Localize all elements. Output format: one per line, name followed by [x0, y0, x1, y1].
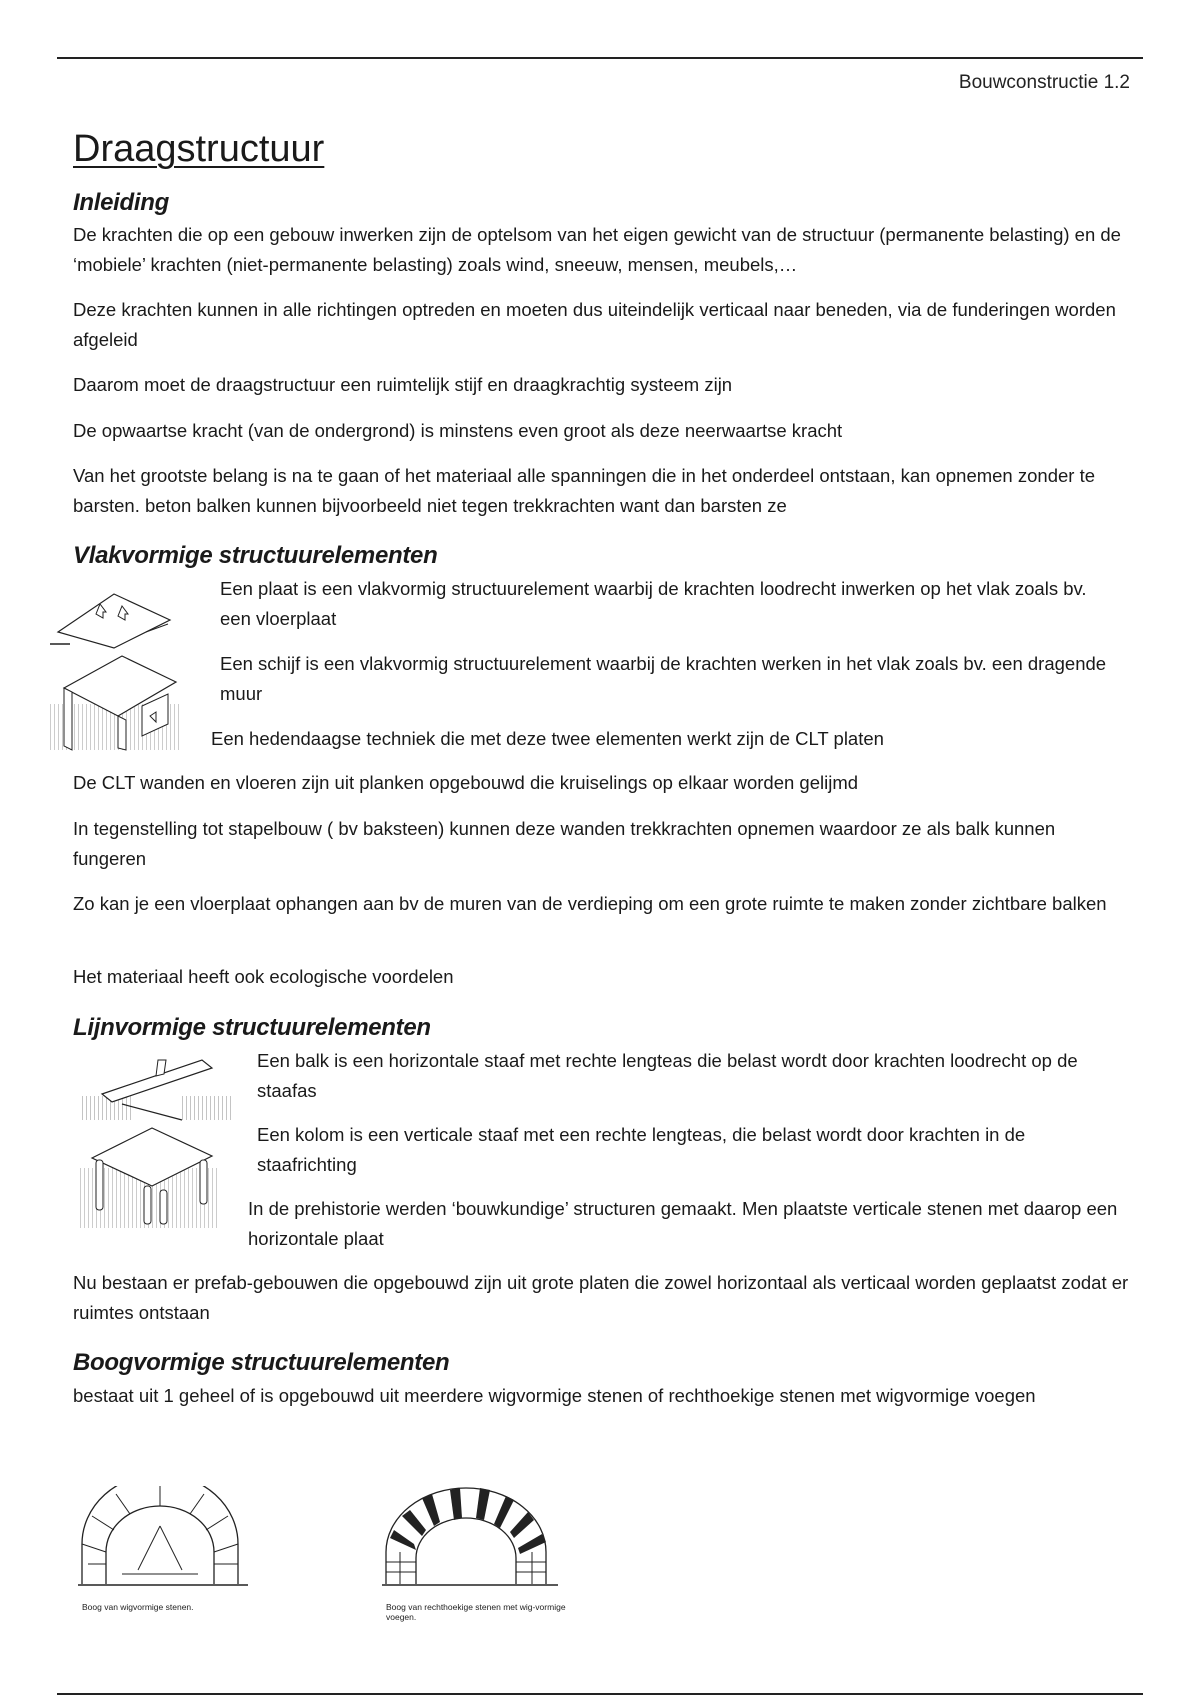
vlak-paragraph: In tegenstelling tot stapelbouw ( bv baksteen) kunnen deze wanden trekkrachten opnemen waardoor ze als balk kunnen fungeren [73, 818, 1056, 869]
column-table-illustration [80, 1126, 232, 1230]
arch-caption: Boog van rechthoekige stenen met wig-vormige voegen. [386, 1602, 566, 1622]
vlak-paragraph: Het materiaal heeft ook ecologische voordelen [73, 966, 454, 987]
vlak-paragraph: Een hedendaagse techniek die met deze twee elementen werkt zijn de CLT platen [211, 728, 884, 749]
lijn-paragraph: Nu bestaan er prefab-gebouwen die opgebouwd zijn uit grote platen die zowel horizontaal als verticaal worden geplaatst zodat er ruimtes ontstaan [73, 1272, 1129, 1323]
boog-paragraph: bestaat uit 1 geheel of is opgebouwd uit meerdere wigvormige stenen of rechthoekige stenen met wigvormige voegen [73, 1385, 1036, 1406]
beam-illustration [82, 1058, 232, 1122]
vlak-paragraph: Een plaat is een vlakvormig structuurelement waarbij de krachten loodrecht inwerken op het vlak zoals bv. een vloerplaat [220, 578, 1087, 629]
rectangular-stone-arch-illustration [382, 1486, 562, 1598]
header-rule [57, 57, 1143, 59]
section-heading-lijn: Lijnvormige structuurelementen [73, 1014, 431, 1041]
wedge-stone-arch-illustration [78, 1486, 248, 1598]
inleiding-paragraph: Van het grootste belang is na te gaan of het materiaal alle spanningen die in het onderdeel ontstaan, kan opnemen zonder te barsten. beton balken kunnen bijvoorbeeld niet tegen trekkrachten want dan barsten ze [73, 465, 1095, 516]
vlak-paragraph: Een schijf is een vlakvormig structuurelement waarbij de krachten werken in het vlak zoals bv. een dragende muur [220, 653, 1107, 704]
lijn-paragraph: Een kolom is een verticale staaf met een rechte lengteas, die belast wordt door krachten in de staafrichting [257, 1124, 1026, 1175]
vlak-paragraph: Zo kan je een vloerplaat ophangen aan bv de muren van de verdieping om een grote ruimte te maken zonder zichtbare balken [73, 893, 1107, 914]
section-heading-boog: Boogvormige structuurelementen [73, 1349, 450, 1376]
inleiding-paragraph: Daarom moet de draagstructuur een ruimtelijk stijf en draagkrachtig systeem zijn [73, 374, 733, 395]
lijn-paragraph: Een balk is een horizontale staaf met rechte lengteas die belast wordt door krachten loodrecht op de staafas [257, 1050, 1078, 1101]
wall-panels-illustration [50, 652, 180, 752]
section-heading-vlak: Vlakvormige structuurelementen [73, 542, 438, 569]
vlak-paragraph: De CLT wanden en vloeren zijn uit planken opgebouwd die kruiselings op elkaar worden gelijmd [73, 772, 859, 793]
footer-rule [57, 1693, 1143, 1695]
lijn-paragraph: In de prehistorie werden ‘bouwkundige’ structuren gemaakt. Men plaatste verticale stenen met daarop een horizontale plaat [248, 1198, 1118, 1249]
page-title: Draagstructuur [73, 128, 325, 170]
inleiding-paragraph: De krachten die op een gebouw inwerken zijn de optelsom van het eigen gewicht van de structuur (permanente belasting) en de ‘mobiele’ krachten (niet-permanente belasting) zoals wind, sneeuw, mensen, meubels,… [73, 224, 1121, 275]
header-course: Bouwconstructie 1.2 [958, 72, 1130, 93]
section-heading-inleiding: Inleiding [73, 189, 169, 216]
plate-slab-illustration [48, 588, 178, 650]
inleiding-paragraph: Deze krachten kunnen in alle richtingen optreden en moeten dus uiteindelijk verticaal naar beneden, via de funderingen worden afgeleid [73, 299, 1116, 350]
arch-caption: Boog van wigvormige stenen. [82, 1602, 194, 1612]
inleiding-paragraph: De opwaartse kracht (van de ondergrond) is minstens even groot als deze neerwaartse kracht [73, 420, 843, 441]
